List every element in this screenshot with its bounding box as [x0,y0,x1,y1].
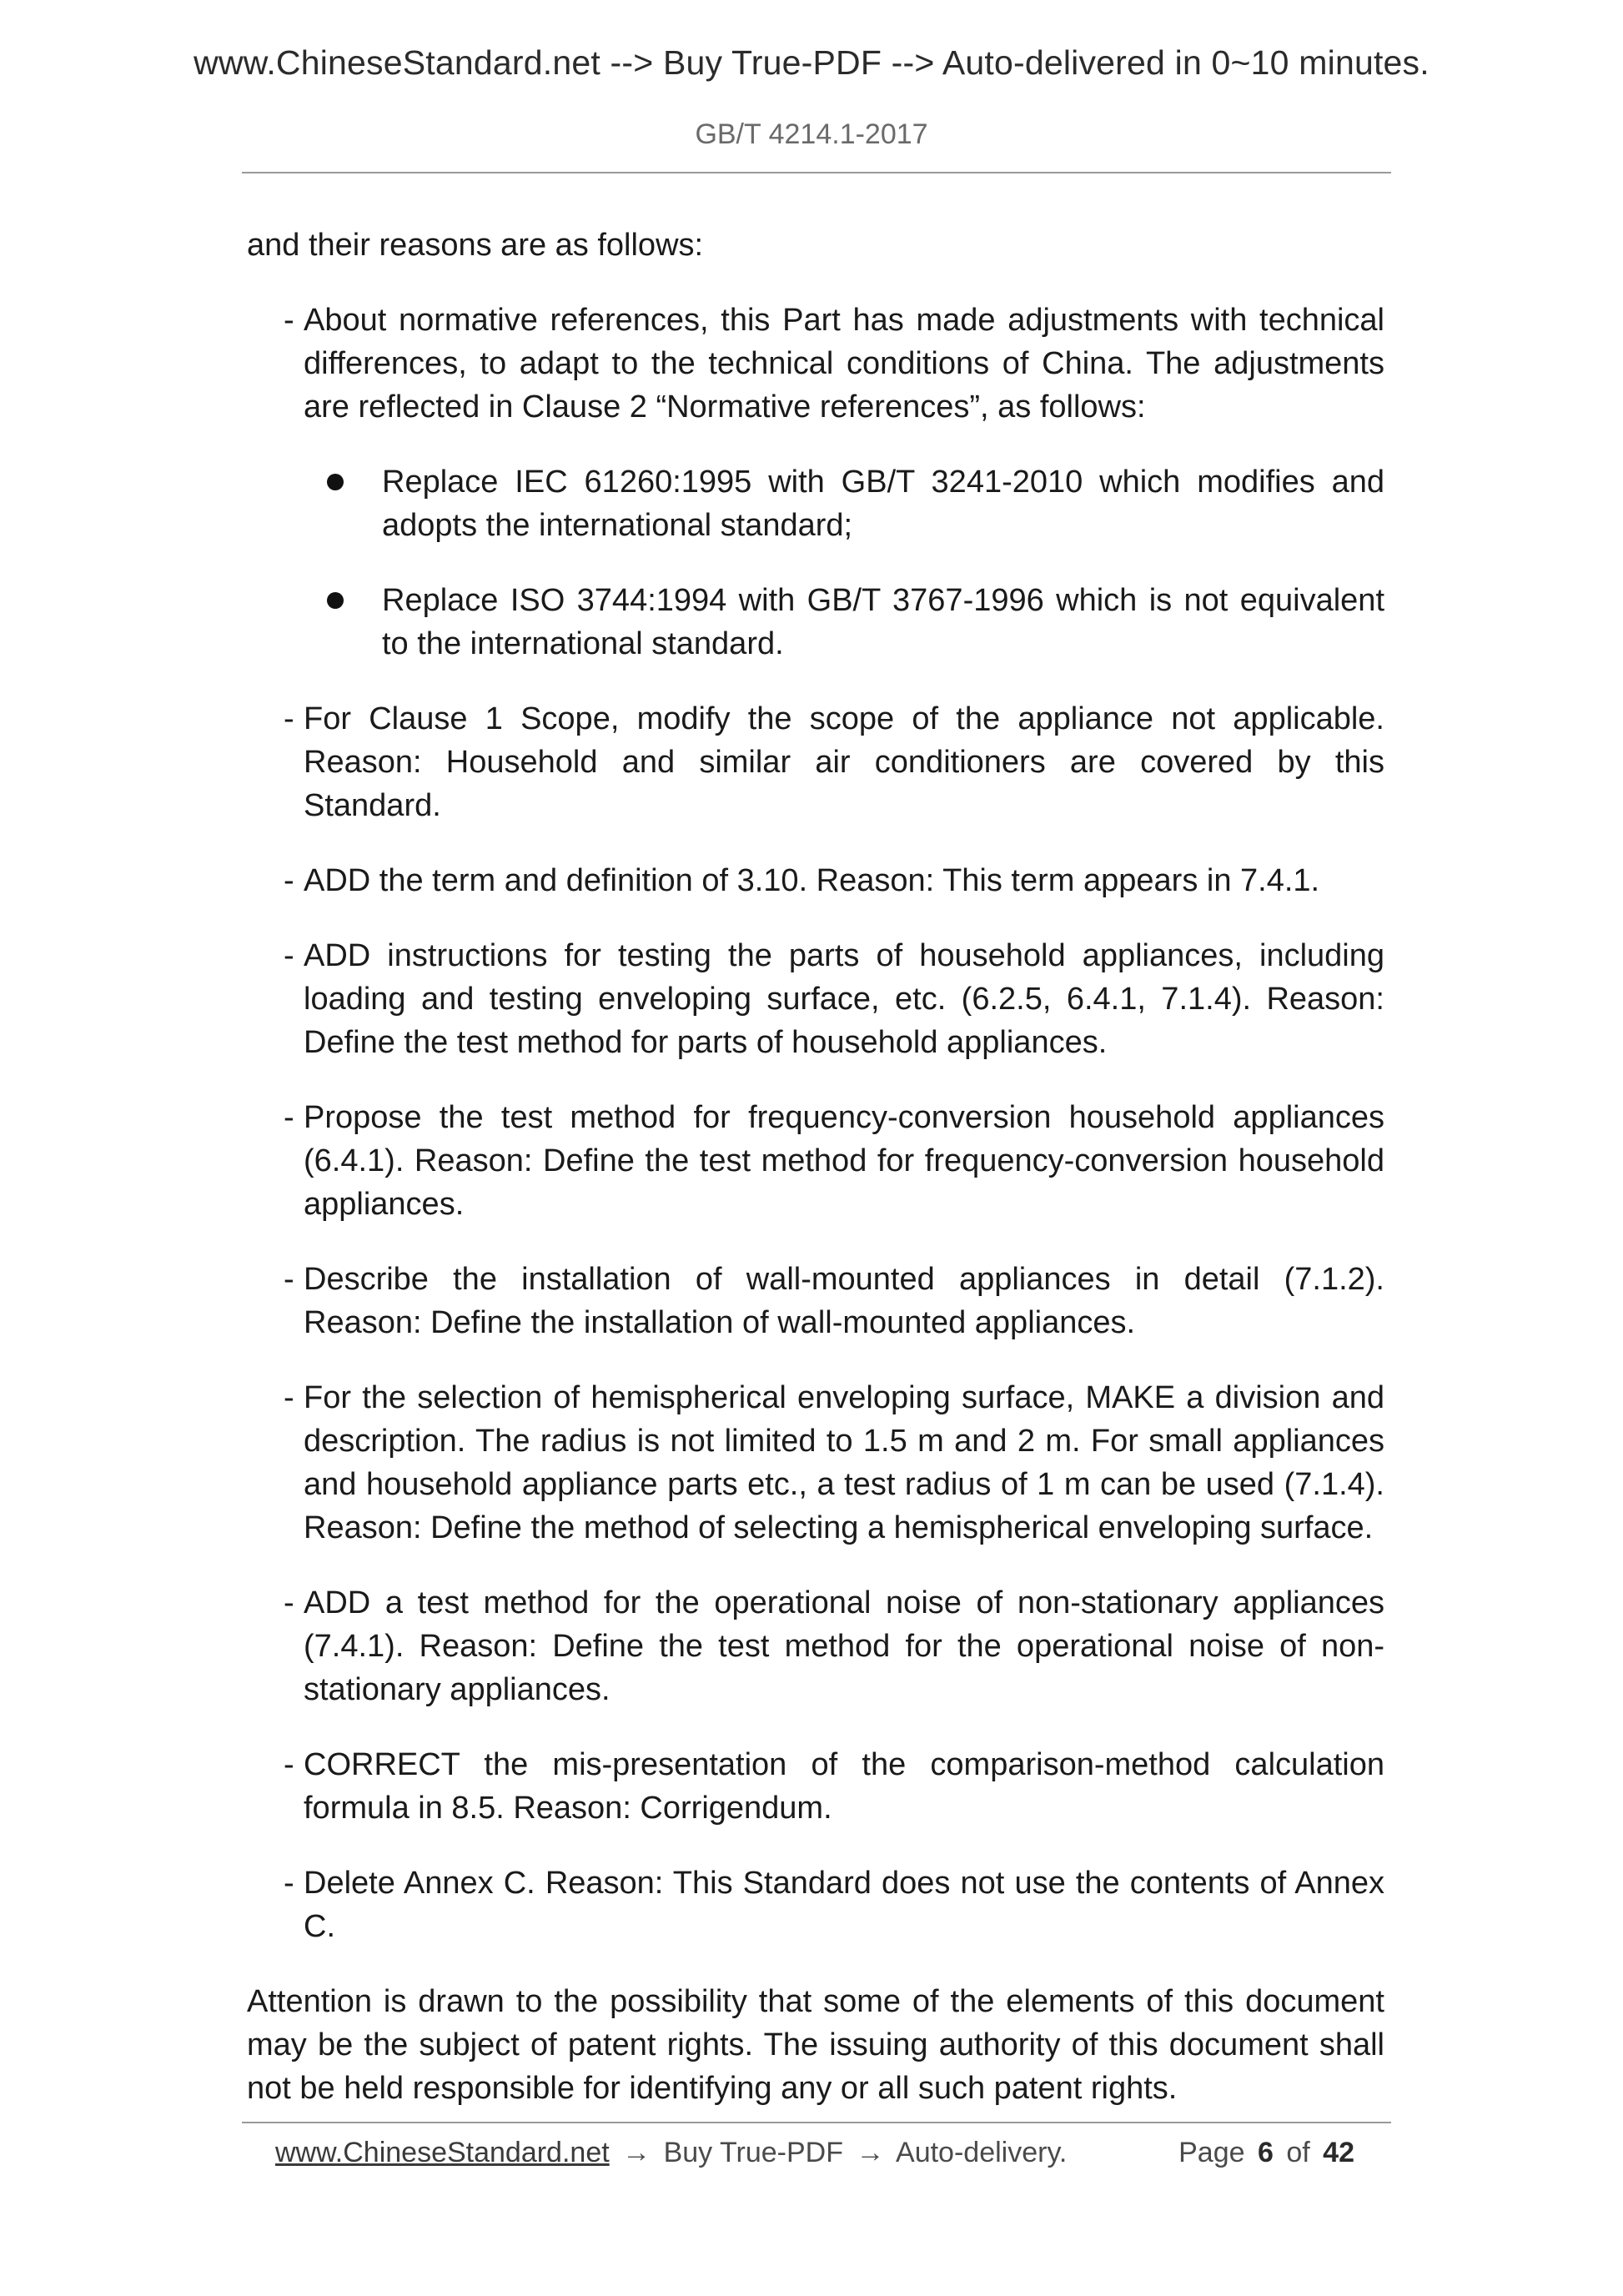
dash-marker: - [284,1747,294,1782]
dash-marker: - [284,863,294,898]
list-item [247,1258,1384,1344]
list-item [247,697,1384,827]
page-indicator [1178,2132,1359,2173]
header-divider [242,172,1391,173]
right-arrow-icon: → [856,2137,885,2168]
dash-marker: - [284,1262,294,1297]
list-item [247,1376,1384,1550]
document-body [247,224,1384,2110]
list-item-text: Delete Annex C. Reason: This Standard does not use the contents of Annex C. [304,1866,1384,1944]
list-item-text: CORRECT the mis-presentation of the comparison-method calculation formula in 8.5. Reason: Corrigendum. [304,1747,1384,1826]
list-item [247,859,1384,902]
dash-marker: - [284,1585,294,1620]
dash-marker: - [284,1866,294,1901]
list-item-text: ADD a test method for the operational noise of non-stationary appliances (7.4.1). Reason: Define the test method for the operational noise of non-stationary appliances. [304,1585,1384,1707]
dash-marker: - [284,1380,294,1415]
list-item-text: Describe the installation of wall-mounted appliances in detail (7.1.2). Reason: Define the installation of wall-mounted appliances. [304,1262,1384,1340]
bullet-text: Replace IEC 61260:1995 with GB/T 3241-2010 which modifies and adopts the international standard; [382,465,1384,543]
bullet-dot-icon [327,592,344,609]
top-banner: www.ChineseStandard.net --> Buy True-PDF --> Auto-delivered in 0~10 minutes. [193,43,1430,82]
list-item-text: About normative references, this Part has made adjustments with technical differences, to adapt to the technical conditions of China. The adjustments are reflected in Clause 2 “Normative references”, as follows: [304,303,1384,425]
bullet-item [247,460,1384,547]
bullet-list [247,460,1384,666]
list-item [247,1096,1384,1226]
footer-delivery-text: Auto-delivery. [896,2137,1068,2168]
current-page-number: 6 [1257,2137,1274,2168]
dash-marker: - [284,701,294,736]
bullet-item [247,579,1384,666]
list-item-text: Propose the test method for frequency-conversion household appliances (6.4.1). Reason: Define the test method for frequency-conversion household appliances. [304,1100,1384,1222]
intro-paragraph: and their reasons are as follows: [247,228,704,263]
total-page-count: 42 [1323,2137,1354,2168]
bullet-dot-icon [327,474,344,490]
bullet-text: Replace ISO 3744:1994 with GB/T 3767-1996 which is not equivalent to the international standard. [382,583,1384,661]
right-arrow-icon: → [622,2137,651,2168]
dash-marker: - [284,938,294,973]
page-footer [275,2132,1359,2173]
list-item [247,299,1384,429]
footer-divider [242,2122,1391,2123]
list-item-text: For the selection of hemispherical enveloping surface, MAKE a division and description. The radius is not limited to 1.5 m and 2 m. For small appliances and household appliance parts etc., a test radius of 1 m can be used (7.1.4). Reason: Define the method of selecting a hemispherical enveloping surface. [304,1380,1384,1545]
standard-code: GB/T 4214.1-2017 [695,118,928,150]
list-item-text: For Clause 1 Scope, modify the scope of the appliance not applicable. Reason: Household and similar air conditioners are covered by this Standard. [304,701,1384,823]
list-item [247,934,1384,1064]
list-item [247,1861,1384,1948]
list-item [247,1743,1384,1830]
dash-marker: - [284,303,294,338]
of-word: of [1286,2137,1310,2168]
page-word: Page [1178,2137,1245,2168]
footer-buy-text: Buy True-PDF [663,2137,843,2168]
footer-site-link[interactable]: www.ChineseStandard.net [275,2137,610,2168]
list-item [247,1581,1384,1711]
list-item-text: ADD the term and definition of 3.10. Reason: This term appears in 7.4.1. [304,863,1320,898]
patent-notice-paragraph: Attention is drawn to the possibility that some of the elements of this document may be the subject of patent rights. The issuing authority of this document shall not be held responsible for identifying any or all such patent rights. [247,1984,1384,2106]
dash-marker: - [284,1100,294,1135]
list-item-text: ADD instructions for testing the parts of household appliances, including loading and testing enveloping surface, etc. (6.2.5, 6.4.1, 7.1.4). Reason: Define the test method for parts of household appliances. [304,938,1384,1060]
